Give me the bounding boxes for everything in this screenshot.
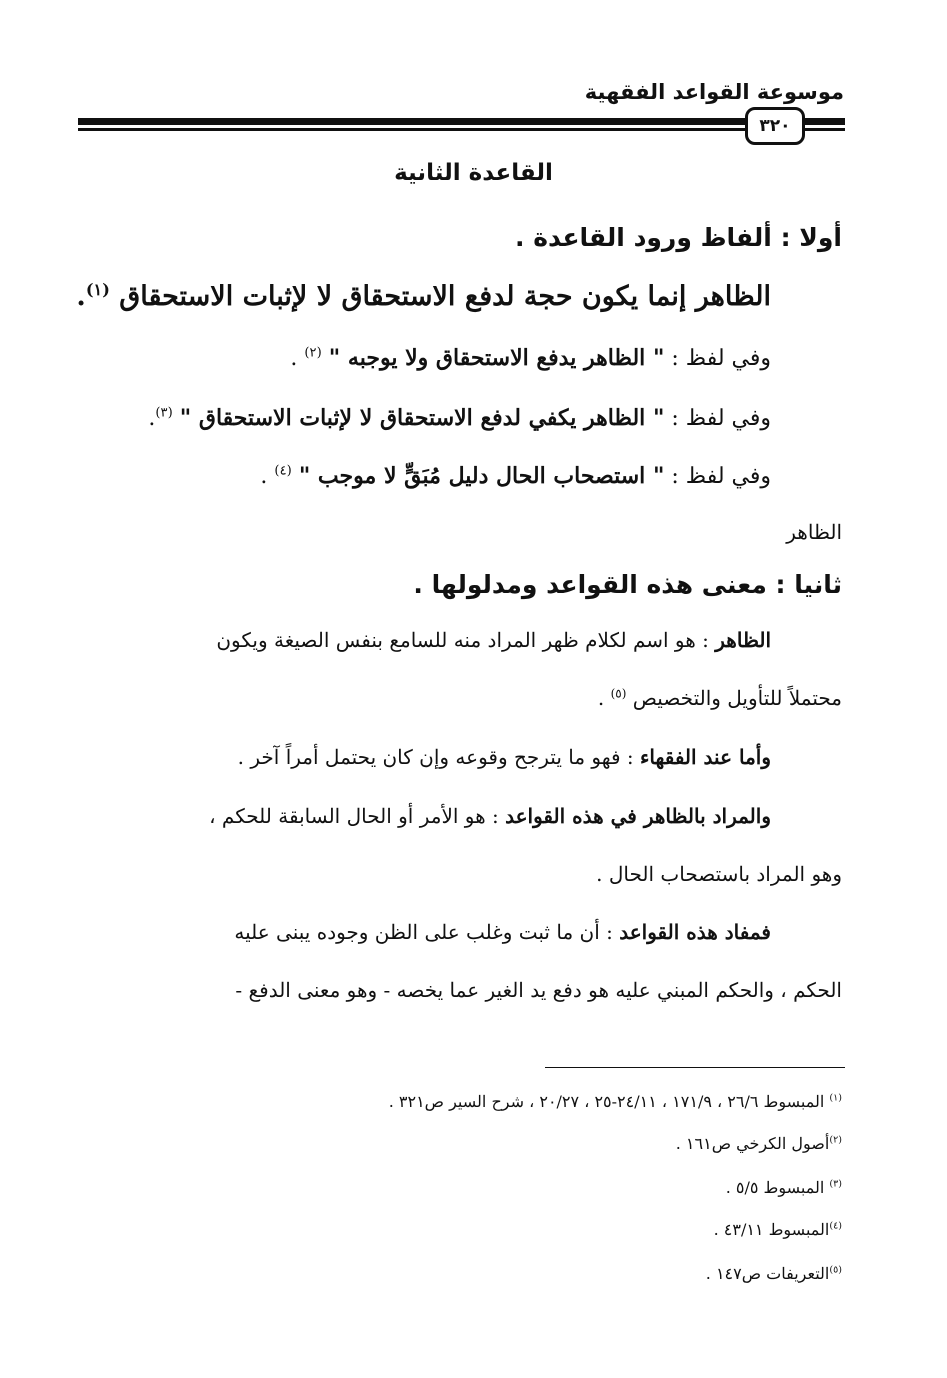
murad-text: : هو الأمر أو الحال السابقة للحكم ، [209, 804, 506, 828]
murad-line [79, 804, 771, 828]
stray-word: الظاهر [786, 520, 842, 544]
variant-prefix: وفي لفظ : [664, 406, 771, 431]
rule-title: القاعدة الثانية [394, 160, 553, 186]
mufad-text: : أن ما ثبت وغلب على الظن وجوده يبنى عليه [234, 920, 620, 944]
main-rule [76, 280, 771, 312]
variant-text: " الظاهر يدفع الاستحقاق ولا يوجبه " [328, 345, 665, 371]
fuqaha-term: وأما عند الفقهاء [639, 745, 771, 769]
definition-line-2 [80, 686, 842, 710]
footnote-ref: (٥) [610, 686, 627, 701]
variant-line [290, 345, 771, 371]
footnote-number: (٤) [829, 1220, 842, 1232]
murad-line-2 [80, 862, 842, 886]
footnote [389, 1092, 842, 1111]
variant-text: " استصحاب الحال دليل مُبَقٍّ لا موجب " [298, 463, 665, 489]
murad-term: والمراد بالظاهر في هذه القواعد [505, 804, 771, 828]
definition-line [79, 628, 771, 652]
footnote-text: أصول الكرخي ص١٦١ . [675, 1134, 830, 1153]
definition-text: محتملاً للتأويل والتخصيص [632, 686, 842, 710]
definition-text: : هو اسم لكلام ظهر المراد منه للسامع بنفس الصيغة ويكون [216, 628, 716, 652]
variant-prefix: وفي لفظ : [664, 346, 771, 371]
variant-end: . [148, 406, 156, 431]
footnote [714, 1220, 842, 1239]
footnote-ref: (٢) [304, 345, 322, 361]
definition-end: . [597, 686, 611, 710]
section-one-heading: أولا : ألفاظ ورود القاعدة . [515, 223, 842, 252]
murad-text: وهو المراد باستصحاب الحال . [596, 862, 842, 886]
footnote-number: (٣) [829, 1178, 842, 1190]
fuqaha-text: : فهو ما يترجح وقوعه وإن كان يحتمل أمراً آخر . [237, 745, 640, 769]
variant-line [148, 405, 771, 431]
mufad-line [79, 920, 771, 944]
footnote [726, 1178, 842, 1197]
footnote-number: (٢) [829, 1134, 842, 1146]
header-rule-thin [78, 128, 845, 131]
page-number: ٣٢٠ [745, 107, 805, 145]
footnote-text: التعريفات ص١٤٧ . [705, 1264, 830, 1283]
footnote-text: المبسوط ٤٣/١١ . [713, 1220, 830, 1239]
main-rule-text: الظاهر إنما يكون حجة لدفع الاستحقاق لا لإثبات الاستحقاق [119, 281, 771, 312]
variant-prefix: وفي لفظ : [664, 464, 771, 489]
variant-text: " الظاهر يكفي لدفع الاستحقاق لا لإثبات الاستحقاق " [179, 405, 665, 431]
footnote-ref: (٣) [155, 405, 173, 421]
variant-end: . [290, 346, 305, 371]
fuqaha-line [79, 745, 771, 769]
main-rule-end: . [76, 281, 86, 312]
section-two-heading: ثانيا : معنى هذه القواعد ومدلولها . [413, 570, 842, 599]
footnote-rule [545, 1067, 845, 1068]
mufad-text: الحكم ، والحكم المبني عليه هو دفع يد الغير عما يخصه - وهو معنى الدفع - [235, 978, 842, 1002]
footnote [706, 1264, 842, 1283]
footnote-text: المبسوط ٥/٥ . [725, 1178, 830, 1197]
footnote-number: (١) [829, 1092, 842, 1104]
running-title: موسوعة القواعد الفقهية [584, 80, 844, 104]
footnote-ref: (٤) [274, 463, 292, 479]
mufad-line-2 [80, 978, 842, 1002]
mufad-term: فمفاد هذه القواعد [619, 920, 771, 944]
definition-term: الظاهر [715, 628, 771, 652]
variant-line [260, 463, 771, 489]
header-rule [78, 118, 845, 125]
variant-end: . [260, 464, 275, 489]
footnote-text: المبسوط ٢٦/٦ ، ١٧١/٩ ، ٢٤/١١-٢٥ ، ٢٠/٢٧ ، شرح السير ص٣٢١ . [388, 1092, 830, 1111]
footnote-ref: (١) [85, 280, 110, 299]
footnote-number: (٥) [829, 1264, 842, 1276]
footnote [676, 1134, 842, 1153]
